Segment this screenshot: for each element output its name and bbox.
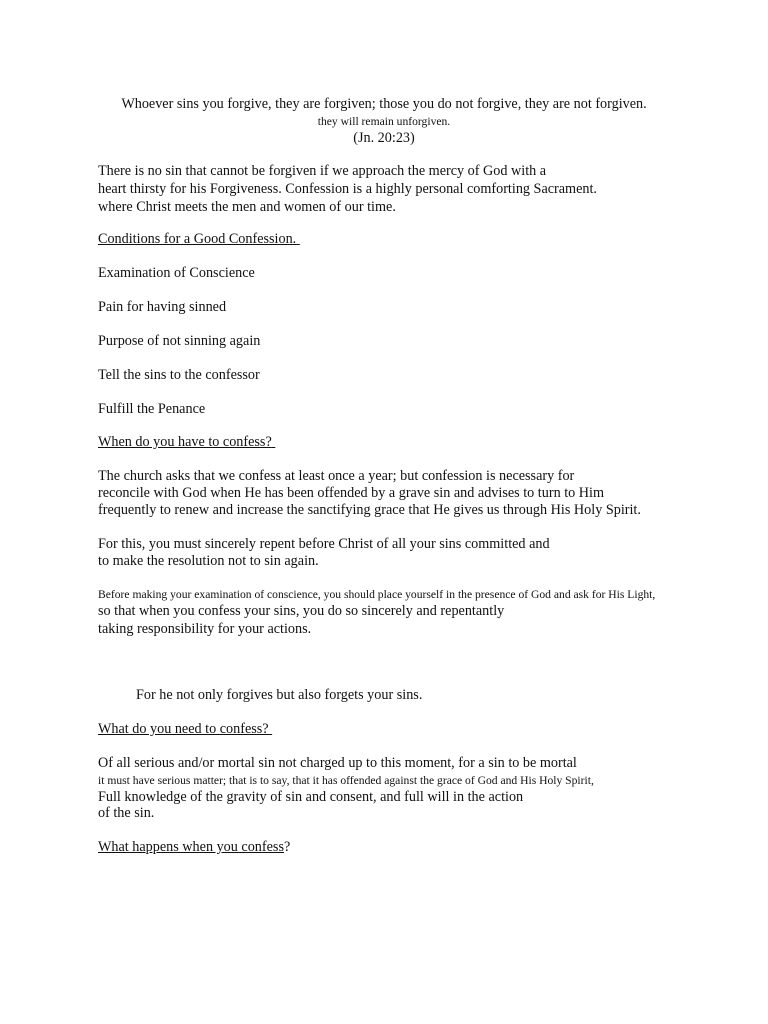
- section-heading-when: [98, 434, 278, 451]
- paragraph-line: to make the resolution not to sin again.: [98, 553, 319, 569]
- paragraph-line: so that when you confess your sins, you do so sincerely and repentantly: [98, 603, 505, 619]
- paragraph-line: For this, you must sincerely repent before Christ of all your sins committed and: [98, 536, 550, 552]
- list-item: Pain for having sinned: [98, 299, 227, 315]
- paragraph-line: of the sin.: [98, 805, 155, 821]
- paragraph-line: Full knowledge of the gravity of sin and consent, and full will in the action: [98, 789, 524, 805]
- paragraph-line-small: Before making your examination of conscience, you should place yourself in the presence of God and ask for His Light,: [98, 588, 656, 601]
- scripture-quote: Whoever sins you forgive, they are forgiven; those you do not forgive, they are not forgiven.: [121, 96, 647, 112]
- heading-trail: ?: [283, 839, 291, 855]
- section-heading-what: [98, 721, 275, 738]
- list-item: Fulfill the Penance: [98, 401, 206, 417]
- underline-gap: [269, 721, 275, 738]
- paragraph-line: reconcile with God when He has been offended by a grave sin and advises to turn to Him: [98, 485, 605, 501]
- underline-gap: [272, 434, 278, 451]
- list-item: Purpose of not sinning again: [98, 333, 261, 349]
- scripture-citation: (Jn. 20:23): [353, 130, 415, 146]
- scripture-subquote: they will remain unforgiven.: [317, 115, 451, 128]
- intro-line: where Christ meets the men and women of our time.: [98, 199, 396, 215]
- intro-line: There is no sin that cannot be forgiven if we approach the mercy of God with a: [98, 163, 547, 179]
- section-heading-conditions: [98, 231, 328, 248]
- paragraph-line-small: it must have serious matter; that is to say, that it has offended against the grace of God and His Holy Spirit,: [98, 774, 594, 787]
- paragraph-line: frequently to renew and increase the sanctifying grace that He gives us through His Holy Spirit.: [98, 502, 641, 518]
- list-item: Examination of Conscience: [98, 265, 255, 281]
- paragraph-line: Of all serious and/or mortal sin not charged up to this moment, for a sin to be mortal: [98, 755, 577, 771]
- paragraph-line: taking responsibility for your actions.: [98, 621, 312, 637]
- section-heading-happens: [98, 839, 290, 856]
- paragraph-line: The church asks that we confess at least once a year; but confession is necessary for: [98, 468, 575, 484]
- forget-sentence: For he not only forgives but also forgets your sins.: [136, 687, 423, 703]
- underline-gap: [296, 231, 328, 248]
- heading-text: What do you need to confess?: [98, 721, 269, 737]
- heading-text: When do you have to confess?: [98, 434, 272, 450]
- heading-text: What happens when you confess: [98, 839, 284, 855]
- heading-text: Conditions for a Good Confession.: [98, 231, 297, 247]
- intro-line: heart thirsty for his Forgiveness. Confession is a highly personal comforting Sacrament.: [98, 181, 597, 197]
- list-item: Tell the sins to the confessor: [98, 367, 260, 383]
